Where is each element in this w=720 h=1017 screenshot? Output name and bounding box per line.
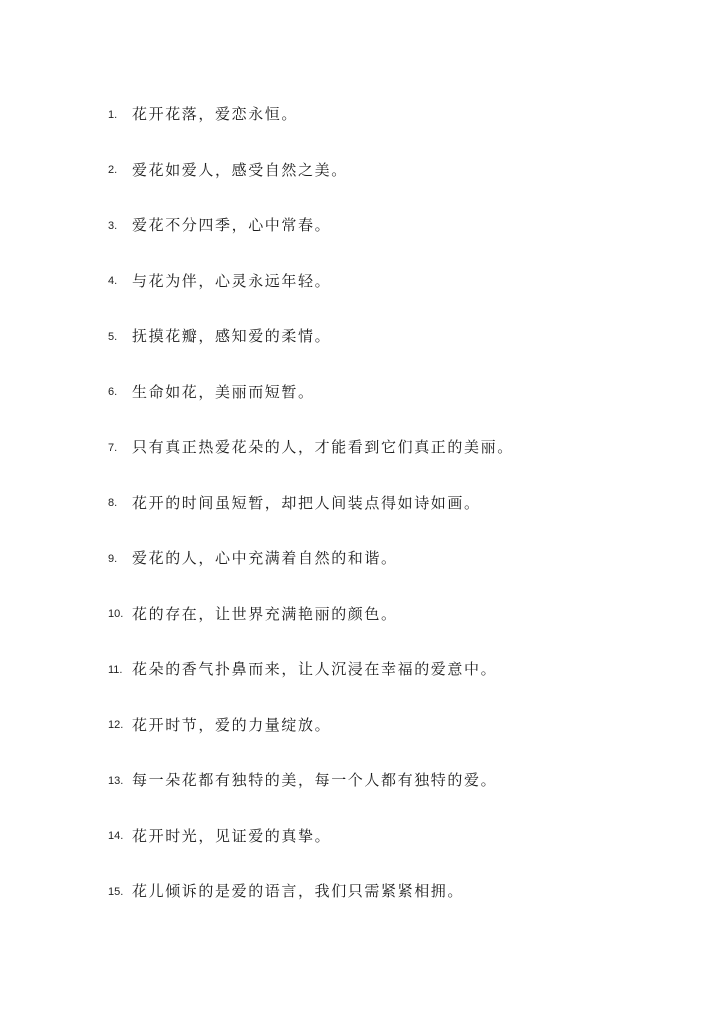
item-number: 3. [108,219,118,232]
item-text: 花开花落，爱恋永恒。 [132,105,299,124]
item-number: 14. [108,830,124,843]
item-text: 花开的时间虽短暂，却把人间装点得如诗如画。 [132,493,481,512]
list-item [108,197,514,253]
item-number: 8. [108,497,118,510]
item-number: 11. [108,663,123,676]
list-item [108,475,514,531]
item-number: 6. [108,386,118,399]
list-item [108,641,514,697]
item-number: 1. [108,108,118,121]
list-item [108,86,514,142]
item-text: 花开时光，见证爱的真挚。 [132,826,332,845]
item-number: 5. [108,330,118,343]
item-text: 爱花如爱人，感受自然之美。 [132,160,348,179]
list-item [108,253,514,309]
item-number: 4. [108,275,118,288]
item-number: 13. [108,774,124,787]
item-text: 爱花不分四季，心中常春。 [132,216,332,235]
list-item [108,419,514,475]
item-number: 7. [108,441,118,454]
item-number: 9. [108,552,118,565]
item-text: 花朵的香气扑鼻而来，让人沉浸在幸福的爱意中。 [132,660,498,679]
sentence-list [108,86,514,919]
list-item [108,752,514,808]
item-number: 15. [108,885,124,898]
item-text: 爱花的人，心中充满着自然的和谐。 [132,549,398,568]
item-number: 12. [108,719,124,732]
item-number: 2. [108,164,118,177]
list-item [108,586,514,642]
item-text: 与花为伴，心灵永远年轻。 [132,271,332,290]
list-item [108,697,514,753]
list-item [108,808,514,864]
list-item [108,863,514,919]
item-text: 花开时节，爱的力量绽放。 [132,715,332,734]
list-item [108,308,514,364]
item-text: 生命如花，美丽而短暂。 [132,382,315,401]
item-text: 花儿倾诉的是爱的语言，我们只需紧紧相拥。 [132,882,465,901]
list-item [108,364,514,420]
item-text: 只有真正热爱花朵的人，才能看到它们真正的美丽。 [132,438,514,457]
item-text: 花的存在，让世界充满艳丽的颜色。 [132,604,398,623]
list-item [108,530,514,586]
list-item [108,142,514,198]
item-text: 每一朵花都有独特的美，每一个人都有独特的爱。 [132,771,498,790]
item-text: 抚摸花瓣，感知爱的柔情。 [132,327,332,346]
item-number: 10. [108,608,124,621]
